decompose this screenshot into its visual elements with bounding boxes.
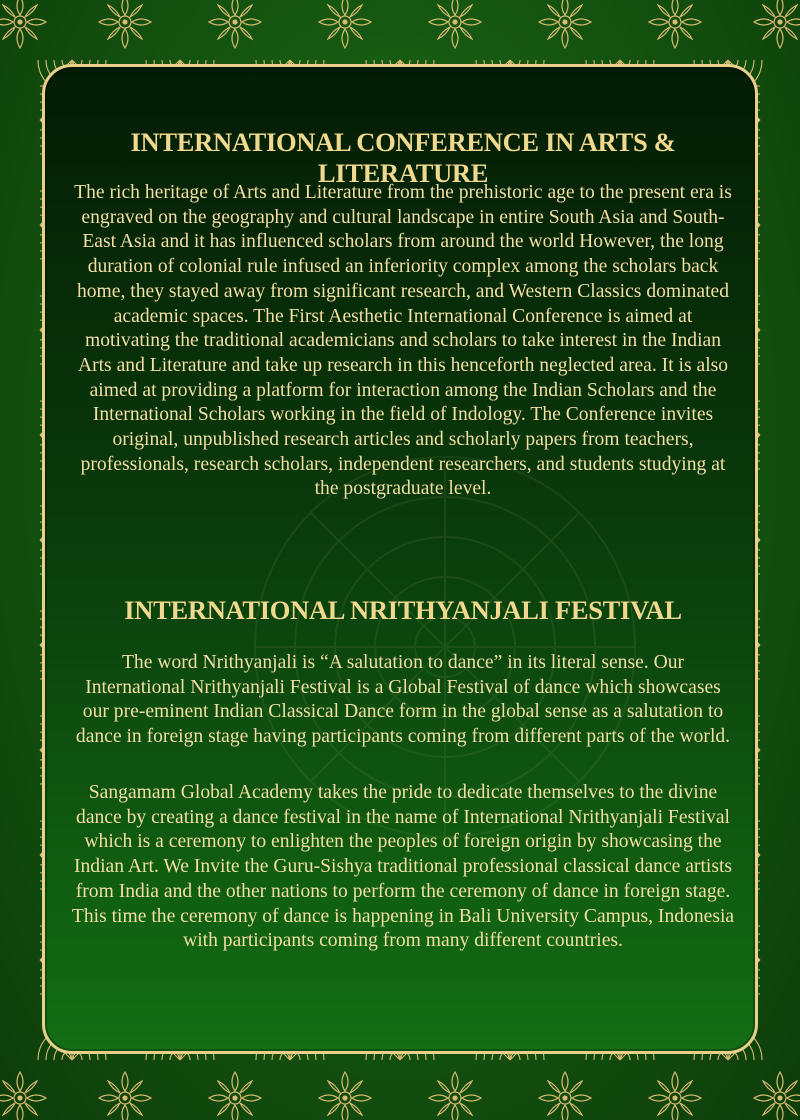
conference-description: The rich heritage of Arts and Literature from the prehistoric age to the present era is engraved on the geography and cultural landscape in entire South Asia and South-East Asia and it has influenced scholars from around the world However, the long duration of colonial rule infused an inferiority complex among the scholars back home, they stayed away from significant research, and Western Classics dominated academic spaces. The First Aesthetic International Conference is aimed at motivating the traditional academicians and scholars to take interest in the Indian Arts and Literature and take up research in this henceforth neglected area. It is also aimed at providing a platform for interaction among the Indian Scholars and the International Scholars working in the field of Indology. The Conference invites original, unpublished research articles and scholarly papers from teachers, professionals, research scholars, independent researchers, and students studying at the postgraduate level. — [74, 182, 732, 500]
content-panel — [42, 64, 758, 1054]
festival-description-1: The word Nrithyanjali is “A salutation to dance” in its literal sense. Our International Nrithyanjali Festival is a Global Festival of dance which showcases our pre-eminent Indian Classical Dance form in the global sense as a salutation to dance in foreign stage having participants coming from different parts of the world. — [75, 652, 731, 748]
festival-title: INTERNATIONAL NRITHYANJALI FESTIVAL — [124, 595, 682, 625]
conference-title: INTERNATIONAL CONFERENCE IN ARTS & LITERATURE — [130, 127, 676, 188]
festival-description-2: Sangamam Global Academy takes the pride to dedicate themselves to the divine dance by creating a dance festival in the name of International Nrithyanjali Festival which is a ceremony to enlighten the peoples of foreign origin by showcasing the Indian Art. We Invite the Guru-Sishya traditional professional classical dance artists from India and the other nations to perform the ceremony of dance in foreign stage. This time the ceremony of dance is happening in Bali University Campus, Indonesia with participants coming from many different countries. — [71, 782, 735, 952]
